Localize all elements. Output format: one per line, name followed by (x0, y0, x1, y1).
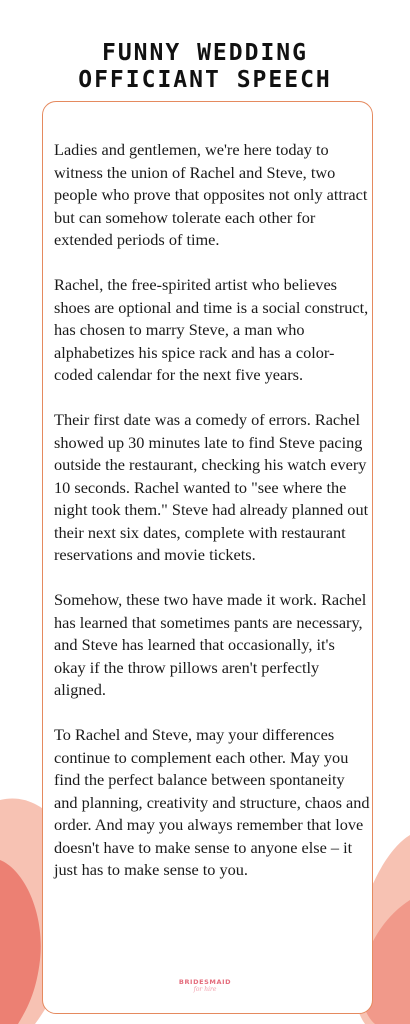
title-line-1: FUNNY WEDDING (101, 40, 308, 66)
speech-paragraph: Their first date was a comedy of errors. Rachel showed up 30 minutes late to find Steve pacing outside the restaurant, checking his watch every 10 seconds. Rachel wanted to "see where the night took them." Steve had already planned out their next six dates, complete with restaurant reservations and movie tickets. (54, 410, 369, 564)
speech-paragraph: Rachel, the free-spirited artist who believes shoes are optional and time is a social construct, has chosen to marry Steve, a man who alphabetizes his spice rack and has a color-coded calendar for the next five years. (54, 275, 369, 384)
speech-paragraph: To Rachel and Steve, may your differences continue to complement each other. May you find the perfect balance between spontaneity and planning, creativity and structure, chaos and order. And may you always remember that love doesn't have to make sense to anyone else – it just has to make sense to you. (54, 725, 370, 879)
brand-logo (0, 978, 410, 994)
title-line-2: OFFICIANT SPEECH (78, 67, 332, 93)
speech-paragraph: Ladies and gentlemen, we're here today to witness the union of Rachel and Steve, two people who prove that opposites not only attract but can somehow tolerate each other for extended periods of time. (54, 140, 368, 249)
speech-body (54, 139, 370, 904)
page-title (0, 40, 410, 94)
speech-paragraph: Somehow, these two have made it work. Rachel has learned that sometimes pants are necessary, and Steve has learned that occasionally, it's okay if the throw pillows aren't perfectly aligned. (54, 590, 367, 699)
brand-name: BRIDESMAID (178, 978, 232, 986)
brand-tagline: for hire (193, 986, 217, 993)
